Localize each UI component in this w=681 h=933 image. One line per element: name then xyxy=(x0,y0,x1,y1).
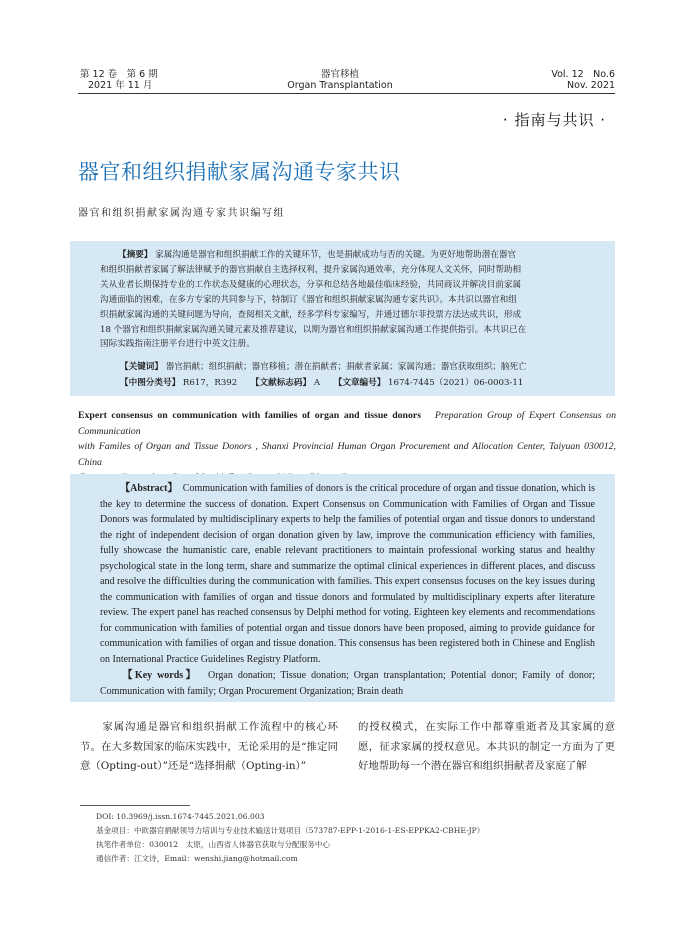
zh-abstract-line-5: 织捐献家属沟通的关键问题为导向，查阅相关文献，经多学科专家编写，并通过德尔菲投票方法达成共识，形成 xyxy=(100,309,522,320)
body-column-1: 家属沟通是器官和组织捐献工作流程中的核心环节。在大多数国家的临床实践中，无论采用的是“推定同意（Opting-out）”还是“选择捐献（Opting-in）” xyxy=(80,721,338,772)
en-abstract-text: Communication with families of donors is the critical procedure of organ and tissue donation, which is the key to determine the success of donation. Expert Consensus on Communication with Families of Organ and Tissue Donors was formulated by multidisciplinary experts to help the families of potential organ and tissue donors to understand the right of independent decision of organ donation given by law, improve the communication efficiency with families, fully showcase the humanistic care, enable relevant practitioners to maintain professional working status and healthy psychological state in the long term, share and summarize the optimal clinical experiences in different places, and discuss and resolve the difficulties during the communication with families. This expert consensus focuses on the key issues during the communication with families of organ and tissue donors and formulated by multidisciplinary experts after literature review. The expert panel has reached consensus by Delphi method for voting. Eighteen key elements and recommendations for communication with families of potential organ and tissue donors have been proposed, aiming to provide guidance for communication with families of organ and tissue donation. This consensus has been registered both in Chinese and English on International Practice Guidelines Registry Platform. xyxy=(100,483,596,665)
en-keywords-label: 【Key words】 xyxy=(120,670,199,681)
header-volume-issue xyxy=(80,69,158,91)
zh-keywords xyxy=(120,360,527,372)
footnote-unit: 执笔作者单位：030012 太原，山西省人体器官获取与分配服务中心 xyxy=(96,840,331,849)
section-tag: · 指南与共识 · xyxy=(502,111,606,129)
doc-code-label: 【文献标志码】 xyxy=(250,378,312,388)
zh-classification xyxy=(120,376,523,388)
zh-abstract xyxy=(100,248,595,352)
zh-abstract-label: 【摘要】 xyxy=(118,250,153,260)
en-abstract-label: 【Abstract】 xyxy=(120,483,178,494)
header-divider xyxy=(78,93,615,94)
zh-abstract-line-7: 国际实践指南注册平台进行中英文注册。 xyxy=(100,339,255,350)
en-title-line-1 xyxy=(78,408,616,439)
header-journal-zh: 器官移植 xyxy=(320,69,359,80)
en-preparation-group: Preparation Group of Expert Consensus on Communication xyxy=(78,410,616,437)
zh-abstract-line-3: 关从业者长期保持专业的工作状态及健康的心理状态，分享和总结各地最佳临床经验，共同商议并解决目前家属 xyxy=(100,279,522,290)
en-abstract xyxy=(100,481,595,667)
clc-value: R617，R392 xyxy=(182,378,238,388)
paper-title: 器官和组织捐献家属沟通专家共识 xyxy=(78,160,401,184)
zh-keywords-label: 【关键词】 xyxy=(120,362,163,372)
en-keywords-text: Organ donation; Tissue donation; Organ transplantation; Potential donor; Family of donor; Communication with family; Organ Procurement Organization; Brain death xyxy=(100,670,595,697)
zh-abstract-line-1: 【摘要】 家属沟通是器官和组织捐献工作的关键环节，也是捐献成功与否的关键。为更好地帮助潜在器官 xyxy=(118,250,517,260)
en-affiliation: with Familes of Organ and Tissue Donors , Shanxi Provincial Human Organ Procurement and Allocation Center, Taiyuan 030012, China xyxy=(78,441,616,468)
article-no-label: 【文章编号】 xyxy=(333,378,386,388)
author-group: 器官和组织捐献家属沟通专家共识编写组 xyxy=(78,208,285,219)
header-vol-no xyxy=(551,69,615,91)
footnote-corresponding: 通信作者：江文诗，Email：wenshi.jiang@hotmail.com xyxy=(96,854,298,863)
clc-label: 【中图分类号】 xyxy=(120,378,181,388)
footnote-doi: DOI: 10.3969/j.issn.1674-7445.2021.06.003 xyxy=(96,812,265,821)
en-keywords xyxy=(100,668,595,699)
zh-keywords-text: 器官捐献；组织捐献；器官移植；潜在捐献者；捐献者家属；家属沟通；器官获取组织；脑死亡 xyxy=(165,362,527,372)
doc-code-value: A xyxy=(313,378,321,388)
header-journal-en: Organ Transplantation xyxy=(287,80,393,91)
footnote-divider xyxy=(80,805,190,806)
footnote-fund: 基金项目：中欧器官捐献领导力培训与专业技术输送计划项目（573787-EPP-1-2016-1-ES-EPPKA2-CBHE-JP） xyxy=(96,826,485,835)
zh-abstract-line-2: 和组织捐献者家属了解法律赋予的器官捐献自主选择权利，提升家属沟通效率，充分体现人文关怀，同时帮助相 xyxy=(100,264,522,275)
zh-abstract-line-4: 沟通面临的困难，在多方专家的共同参与下，特制订《器官和组织捐献家属沟通专家共识》。本共识以器官和组 xyxy=(100,294,517,305)
article-no-value: 1674-7445（2021）06-0003-11 xyxy=(388,378,524,388)
body-column-2: 的授权模式，在实际工作中都尊重逝者及其家属的意愿，征求家属的授权意见。本共识的制定一方面为了更好地帮助每一个潜在器官和组织捐献者及家庭了解 xyxy=(358,721,615,772)
en-title: Expert consensus on communication with families of organ and tissue donors xyxy=(78,410,422,421)
header-volume: 第 12 卷 第 6 期 xyxy=(80,69,158,80)
header-vol-en: Vol. 12 No.6 xyxy=(551,69,615,80)
header-journal xyxy=(240,69,440,91)
zh-abstract-line-6: 18 个器官和组织捐献家属沟通关键元素及推荐建议，以期为器官和组织捐献家属沟通工作提供指引。本共识已在 xyxy=(100,324,527,335)
header-date-en: Nov. 2021 xyxy=(566,80,615,91)
header-date: 2021 年 11 月 xyxy=(88,80,153,91)
